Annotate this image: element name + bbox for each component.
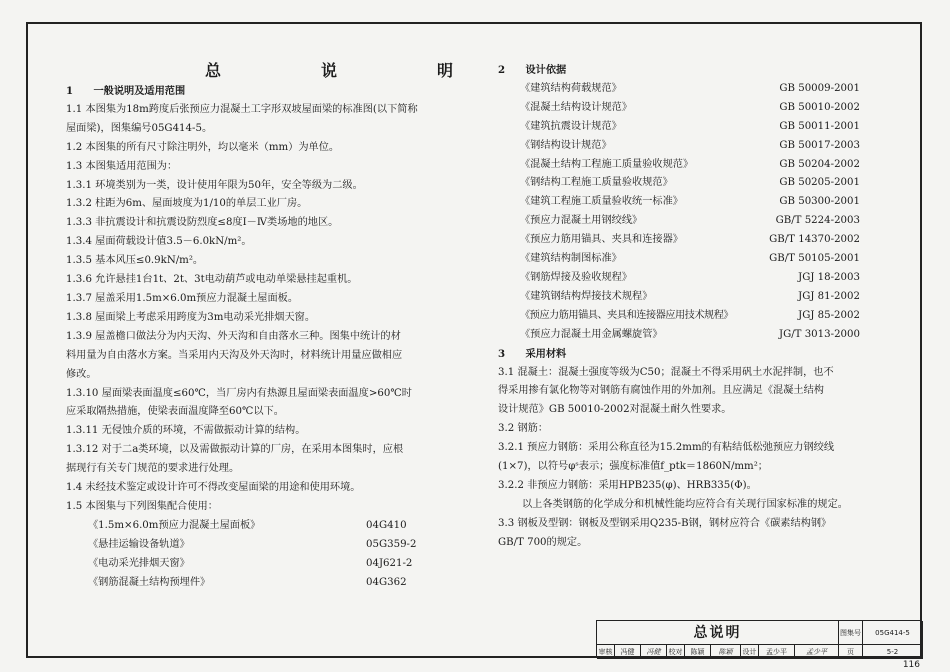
- para-1-3-2: 1.3.2 柱距为6m、屋面坡度为1/10的单层工业厂房。: [66, 198, 308, 210]
- standard-row: [498, 118, 878, 137]
- standard-name: 《建筑结构制图标准》: [520, 253, 622, 265]
- atlas-number-label: 图集号: [839, 621, 863, 645]
- title-block-drawing-name: 总说明: [597, 621, 839, 645]
- para-1-4: 1.4 未经技术鉴定或设计许可不得改变屋面梁的用途和使用环境。: [66, 482, 361, 494]
- para-1-3-4: 1.3.4 屋面荷载设计值3.5－6.0kN/m²。: [66, 236, 252, 248]
- para-3-2-1b: (1×7)，以符号φˢ表示；强度标准值f_ptk＝1860N/mm²；: [498, 461, 768, 473]
- ref-code: 04G362: [366, 576, 407, 588]
- page-label: 页: [839, 645, 863, 659]
- ref-code: 04J621-2: [366, 557, 413, 569]
- para-1-3-7: 1.3.7 屋盖采用1.5m×6.0m预应力混凝土屋面板。: [66, 292, 299, 304]
- para-1-3-1: 1.3.1 环境类别为一类，设计使用年限为50年，安全等级为二级。: [66, 179, 363, 191]
- standard-row: [498, 80, 878, 99]
- para-1-1a: 1.1 本图集为18m跨度后张预应力混凝土工字形双坡屋面梁的标准图(以下简称: [66, 103, 418, 115]
- checker-name: 陈颖: [685, 645, 711, 659]
- standard-code: GB 50011-2001: [779, 120, 860, 132]
- standard-row: [498, 326, 878, 345]
- para-1-3-10b: 应采取隔热措施，使梁表面温度降至60℃以下。: [66, 406, 284, 418]
- standard-code: GB/T 50105-2001: [769, 253, 860, 265]
- standard-row: [498, 250, 878, 269]
- review-label: 审核: [597, 645, 615, 659]
- section-1-heading: 1 一般说明及适用范围: [66, 85, 186, 97]
- designer-name: 孟少平: [759, 645, 795, 659]
- standard-name: 《预应力筋用锚具、夹具和连接器应用技术规程》: [520, 309, 734, 321]
- para-1-1b: 屋面梁)，图集编号05G414-5。: [66, 122, 213, 134]
- ref-name: 《钢筋混凝土结构预埋件》: [88, 576, 211, 588]
- standard-name: 《预应力混凝土用金属螺旋管》: [520, 328, 663, 340]
- para-1-3-3: 1.3.3 非抗震设计和抗震设防烈度≤8度Ⅰ－Ⅳ类场地的地区。: [66, 217, 339, 229]
- para-1-3-12a: 1.3.12 对于二a类环境，以及需做振动计算的厂房，在采用本图集时，应根: [66, 444, 404, 456]
- ref-name: 《1.5m×6.0m预应力混凝土屋面板》: [88, 519, 261, 531]
- para-1-3-8: 1.3.8 屋面梁上考虑采用跨度为3m电动采光排烟天窗。: [66, 311, 316, 323]
- standard-code: JGJ 81-2002: [798, 290, 860, 302]
- standard-row: [498, 99, 878, 118]
- standard-code: GB/T 14370-2002: [769, 234, 860, 246]
- ref-code: 04G410: [366, 519, 407, 531]
- standard-name: 《混凝土结构工程施工质量验收规范》: [520, 158, 694, 170]
- ref-row: [66, 555, 476, 574]
- para-1-3-6: 1.3.6 允许悬挂1台1t、2t、3t电动葫芦或电动单梁悬挂起重机。: [66, 274, 358, 286]
- para-3-1b: 得采用掺有氯化物等对钢筋有腐蚀作用的外加剂。且应满足《混凝土结构: [498, 385, 824, 397]
- standard-code: GB 50204-2002: [779, 158, 860, 170]
- atlas-number: 05G414-5: [863, 621, 923, 645]
- standard-code: GB 50300-2001: [779, 196, 860, 208]
- standard-row: [498, 156, 878, 175]
- para-3-2-note: 以上各类钢筋的化学成分和机械性能均应符合有关现行国家标准的规定。: [522, 498, 848, 510]
- title-block: [596, 620, 922, 658]
- right-column: [498, 61, 878, 553]
- para-1-3-9b: 料用量为自由落水方案。当采用内天沟及外天沟时，材料统计用量应做相应: [66, 349, 403, 361]
- standard-row: [498, 193, 878, 212]
- standard-code: JG/T 3013-2000: [779, 328, 860, 340]
- para-1-3-11: 1.3.11 无侵蚀介质的环境，不需做振动计算的结构。: [66, 425, 306, 437]
- reviewer-name: 冯健: [615, 645, 641, 659]
- para-3-3a: 3.3 钢板及型钢：钢板及型钢采用Q235-B钢，钢材应符合《碳素结构钢》: [498, 517, 832, 529]
- standard-code: JGJ 18-2003: [798, 271, 860, 283]
- para-1-3: 1.3 本图集适用范围为：: [66, 160, 178, 172]
- section-2-heading: 2 设计依据: [498, 64, 567, 76]
- standard-code: GB 50205-2001: [779, 177, 860, 189]
- left-column: [66, 82, 476, 592]
- standard-row: [498, 269, 878, 288]
- checker-signature: 陈颖: [711, 645, 741, 659]
- para-3-1a: 3.1 混凝土：混凝土强度等级为C50；混凝土不得采用矾土水泥拌制，也不: [498, 366, 834, 378]
- ref-code: 05G359-2: [366, 538, 417, 550]
- standard-name: 《钢结构工程施工质量验收规范》: [520, 177, 673, 189]
- para-1-3-9a: 1.3.9 屋盖檐口做法分为内天沟、外天沟和自由落水三种。图集中统计的材: [66, 330, 401, 342]
- check-label: 校对: [667, 645, 685, 659]
- standard-code: GB 50017-2003: [779, 139, 860, 151]
- standard-row: [498, 231, 878, 250]
- ref-row: [66, 517, 476, 536]
- standard-row: [498, 307, 878, 326]
- para-3-2-1a: 3.2.1 预应力钢筋：采用公称直径为15.2mm的有粘结低松弛预应力钢绞线: [498, 442, 835, 454]
- para-1-5: 1.5 本图集与下列图集配合使用：: [66, 500, 218, 512]
- standard-row: [498, 137, 878, 156]
- standard-code: GB 50009-2001: [779, 82, 860, 94]
- page-number: 5-2: [863, 645, 923, 659]
- ref-name: 《电动采光排烟天窗》: [88, 557, 190, 569]
- standard-row: [498, 174, 878, 193]
- sheet-number: 116: [902, 660, 920, 670]
- section-3-heading: 3 采用材料: [498, 347, 567, 360]
- standard-row: [498, 288, 878, 307]
- standard-code: GB 50010-2002: [779, 101, 860, 113]
- reviewer-signature: 冯健: [641, 645, 667, 659]
- para-1-3-5: 1.3.5 基本风压≤0.9kN/m²。: [66, 255, 204, 267]
- page-title: 总 说 明: [205, 61, 496, 80]
- para-3-1c: 设计规范》GB 50010-2002对混凝土耐久性要求。: [498, 404, 732, 416]
- standard-code: GB/T 5224-2003: [775, 215, 860, 227]
- standard-name: 《建筑结构荷载规范》: [520, 82, 622, 94]
- para-1-3-10a: 1.3.10 屋面梁表面温度≤60℃，当厂房内有热源且屋面梁表面温度>60℃时: [66, 387, 412, 399]
- standard-name: 《建筑钢结构焊接技术规程》: [520, 290, 653, 302]
- ref-name: 《悬挂运输设备轨道》: [88, 538, 190, 550]
- para-3-2-2: 3.2.2 非预应力钢筋：采用HPB235(φ)、HRB335(Φ)。: [498, 479, 757, 491]
- para-1-3-9c: 修改。: [66, 368, 97, 380]
- standard-name: 《钢结构设计规范》: [520, 139, 612, 151]
- para-1-2: 1.2 本图集的所有尺寸除注明外，均以毫米（mm）为单位。: [66, 141, 340, 153]
- designer-signature: 孟少平: [795, 645, 839, 659]
- para-1-3-12b: 据现行有关专门规范的要求进行处理。: [66, 463, 240, 475]
- standard-name: 《建筑抗震设计规范》: [520, 120, 622, 132]
- standard-row: [498, 212, 878, 231]
- standard-name: 《预应力筋用锚具、夹具和连接器》: [520, 234, 683, 246]
- standard-code: JGJ 85-2002: [798, 309, 860, 321]
- standard-name: 《预应力混凝土用钢绞线》: [520, 215, 643, 227]
- ref-row: [66, 536, 476, 555]
- standard-name: 《建筑工程施工质量验收统一标准》: [520, 196, 683, 208]
- ref-row: [66, 574, 476, 593]
- standard-name: 《混凝土结构设计规范》: [520, 101, 633, 113]
- para-3-2: 3.2 钢筋：: [498, 423, 549, 435]
- design-label: 设计: [741, 645, 759, 659]
- standard-name: 《钢筋焊接及验收规程》: [520, 271, 633, 283]
- para-3-3b: GB/T 700的规定。: [498, 536, 588, 548]
